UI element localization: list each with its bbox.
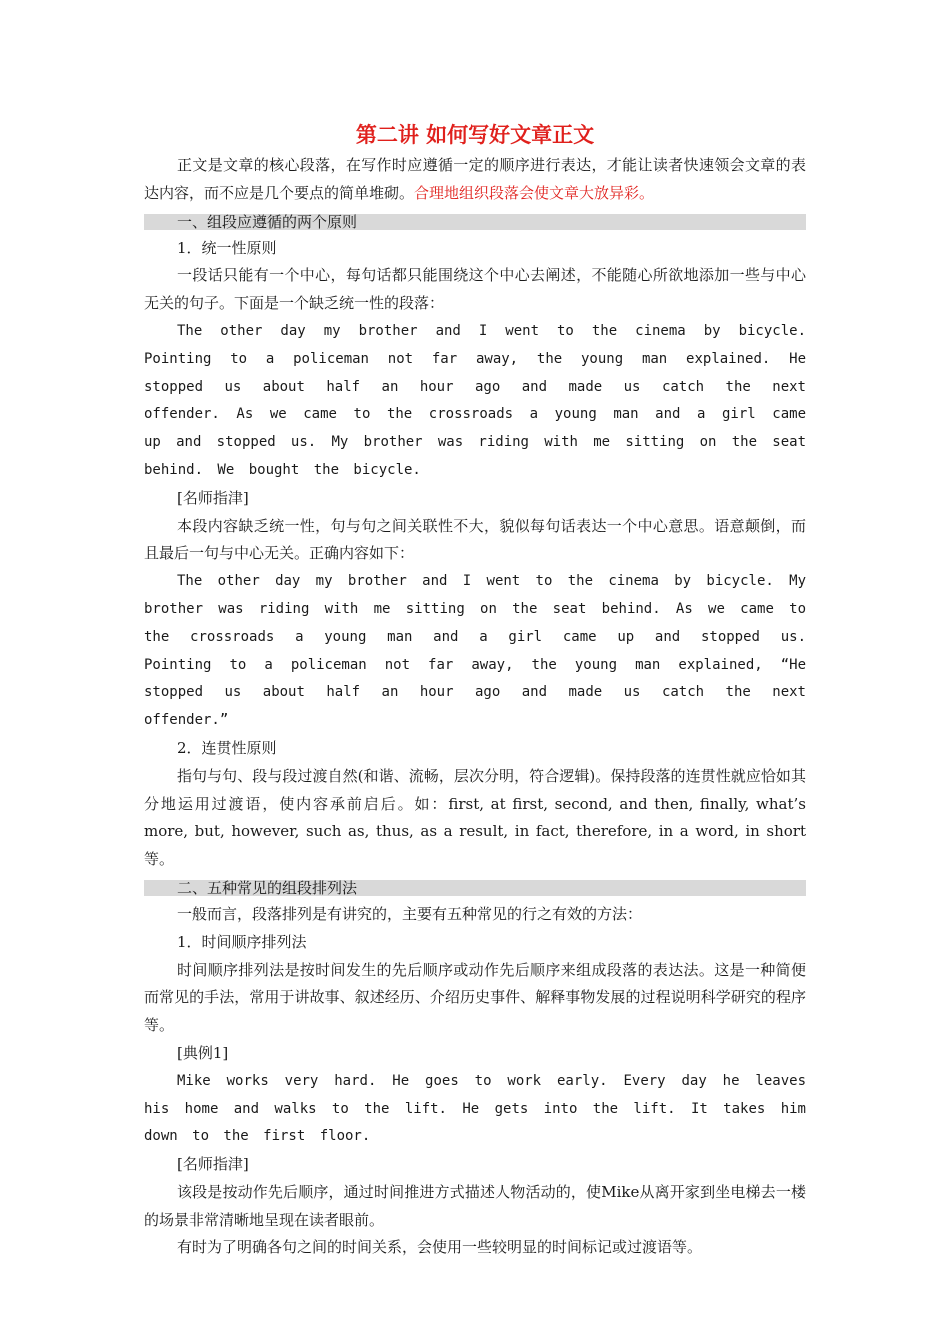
example-good-paragraph: The other day my brother and I went to the cinema by bicycle. My brother was riding with me sitting on the seat behind. As we came to the crossroads a young man and a girl came up and stopped us. Pointing to a policeman not far away, the young man explained, “He stopped us about half an hour ago and made us catch the next offender.”: [144, 573, 806, 729]
tip-label-2: [名师指津]: [177, 1155, 249, 1174]
document-page: [144, 118, 806, 1262]
intro-highlight: 合理地组织段落会使文章大放异彩。: [414, 183, 655, 202]
tip-text-2: 该段是按动作先后顺序，通过时间推进方式描述人物活动的，使Mike从离开家到坐电梯去一楼的场景非常清晰地呈现在读者眼前。: [144, 1182, 806, 1229]
tip-label: [名师指津]: [177, 488, 249, 507]
section2-sub1-heading: 1．时间顺序排列法: [177, 932, 307, 951]
intro-paragraph: [144, 152, 806, 208]
section1-sub1-heading: 1．统一性原则: [177, 238, 277, 257]
section1-sub2-heading: 2．连贯性原则: [177, 738, 277, 757]
section1-heading: 一、组段应遵循的两个原则: [144, 214, 806, 230]
page-title: 第二讲 如何写好文章正文: [355, 122, 595, 147]
example-bad-paragraph: The other day my brother and I went to the cinema by bicycle. Pointing to a policeman not far away, the young man explained. He stopped us about half an hour ago and made us catch the next offender. As we came to the crossroads a young man and a girl came up and stopped us. My brother was riding with me sitting on the seat behind. We bought the bicycle.: [144, 322, 806, 478]
section2-heading: 二、五种常见的组段排列法: [144, 880, 806, 896]
example-paragraph: Mike works very hard. He goes to work early. Every day he leaves his home and walks to the lift. He gets into the lift. It takes him down to the first floor.: [144, 1072, 806, 1145]
section2-intro: 一般而言，段落排列是有讲究的，主要有五种常见的行之有效的方法：: [177, 904, 643, 923]
intro-text: 正文是文章的核心段落，在写作时应遵循一定的顺序进行表达，才能让读者快速领会文章的表达内容，而不应是几个要点的简单堆砌。: [144, 156, 806, 202]
example-label: [典例1]: [177, 1043, 229, 1062]
section2-sub1-desc: 时间顺序排列法是按时间发生的先后顺序或动作先后顺序来组成段落的表达法。这是一种简便而常见的手法，常用于讲故事、叙述经历、介绍历史事件、解释事物发展的过程说明科学研究的程序等。: [144, 960, 806, 1035]
section2-note: 有时为了明确各句之间的时间关系，会使用一些较明显的时间标记或过渡语等。: [177, 1238, 703, 1257]
section1-sub2-desc: 指句与句、段与段过渡自然(和谐、流畅，层次分明，符合逻辑)。保持段落的连贯性就应恰如其分地运用过渡语，使内容承前启后。如：first, at first, second, and then, finally, what’s more, but, however, such as, thus, as a result, in fact, therefore, in a word, in short等。: [144, 766, 806, 869]
section1-sub1-desc: 一段话只能有一个中心，每句话都只能围绕这个中心去阐述，不能随心所欲地添加一些与中心无关的句子。下面是一个缺乏统一性的段落：: [144, 266, 806, 313]
tip-text: 本段内容缺乏统一性，句与句之间关联性不大，貌似每句话表达一个中心意思。语意颠倒，而且最后一句与中心无关。正确内容如下：: [144, 516, 806, 563]
